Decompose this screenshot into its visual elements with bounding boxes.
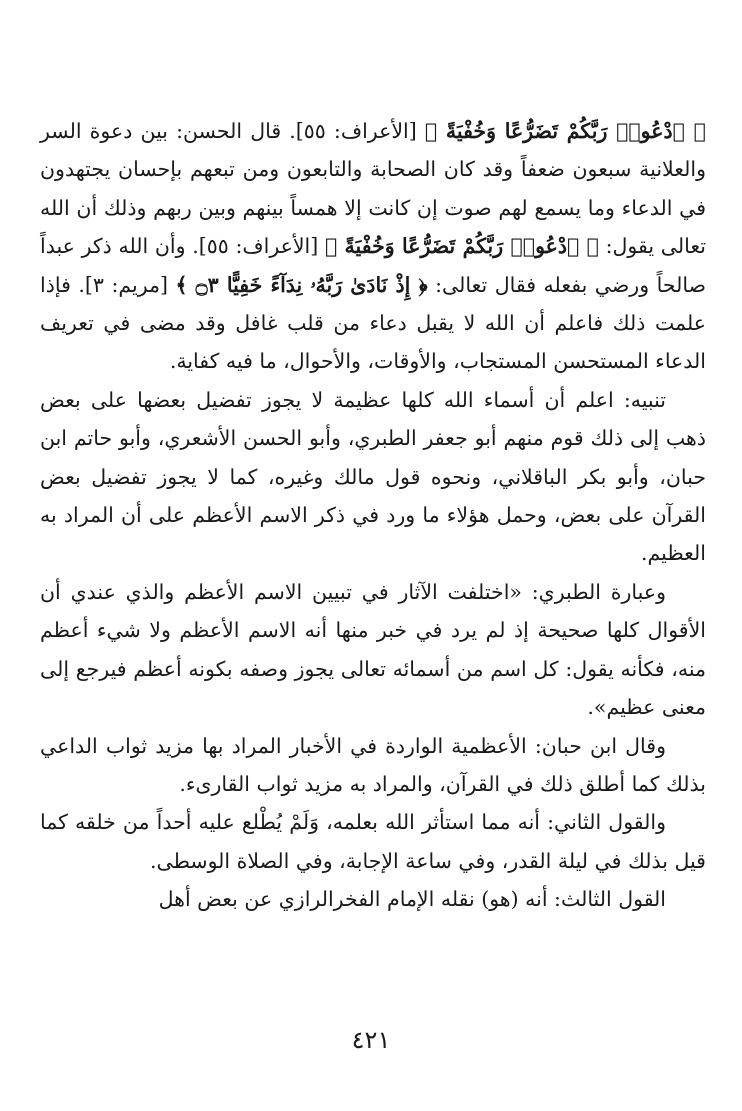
quran-verse: ﴿ ٱدْعُوا۟ رَبَّكُمْ تَضَرُّعًا وَخُفْيَةً ﴾ [424,119,706,143]
paragraph-text: [الأعراف: ٥٥]. وأن الله ذكر عبداً صالحاً ورضي بفعله فقال تعالى: [40,234,707,297]
page-number: ٤٢١ [351,1026,391,1054]
body-text [40,112,706,919]
paragraph-dua-secret [40,112,706,381]
paragraph-second-opinion: والقول الثاني: أنه مما استأثر الله بعلمه، وَلَمْ يُطْلع عليه أحداً من خلقه كما قيل بذلك في ليلة القدر، وفي ساعة الإجابة، وفي الصلاة الوسطى. [40,810,706,873]
quran-verse: ﴿ إِذْ نَادَىٰ رَبَّهُۥ نِدَآءً خَفِيًّا ۝٣ ﴾ [175,272,428,297]
quran-verse: ﴿ ٱدْعُوا۟ رَبَّكُمْ تَضَرُّعًا وَخُفْيَةً ﴾ [324,234,599,259]
paragraph-third-opinion: القول الثالث: أنه (هو) نقله الإمام الفخرالرازي عن بعض أهل [158,887,666,912]
paragraph-tabari: وعبارة الطبري: «اختلفت الآثار في تبيين الاسم الأعظم والذي عندي أن الأقوال كلها صحيحة إذ لم يرد في خبر منها أنه الاسم الأعظم ولا شيء أعظم منه، فكأنه يقول: كل اسم من أسمائه تعالى يجوز وصفه بكونه أعظم فيرجع إلى معنى عظيم». [40,579,706,720]
paragraph-text: [الأعراف: ٥٥]. قال الحسن: بين دعوة السر والعلانية سبعون ضعفاً وقد كان الصحابة والتابعون ومن تبعهم بإحسان يجتهدون في الدعاء وما يسمع لهم صوت إن كانت إلا همساً بينهم وبين ربهم وذلك أن الله تعالى يقول: [40,119,706,259]
paragraph-text: [مريم: ٣]. فإذا علمت ذلك فاعلم أن الله لا يقبل دعاء من قلب غافل وقد مضى في تعريف الدعاء المستحسن المستجاب، والأوقات، والأحوال، ما فيه كفاية. [40,272,706,374]
paragraph-ibn-hibban: وقال ابن حبان: الأعظمية الواردة في الأخبار المراد بها مزيد ثواب الداعي بذلك كما أطلق ذلك في القرآن، والمراد به مزيد ثواب القارىء. [40,733,706,796]
paragraph-tanbih: تنبيه: اعلم أن أسماء الله كلها عظيمة لا يجوز تفضيل بعضها على بعض ذهب إلى ذلك قوم منهم أبو جعفر الطبري، وأبو الحسن الأشعري، وأبو حاتم ابن حبان، وأبو بكر الباقلاني، ونحوه قول مالك وغيره، كما لا يجوز تفضيل بعض القرآن على بعض، وحمل هؤلاء ما ورد في ذكر الاسم الأعظم على أن المراد به العظيم. [40,387,706,566]
